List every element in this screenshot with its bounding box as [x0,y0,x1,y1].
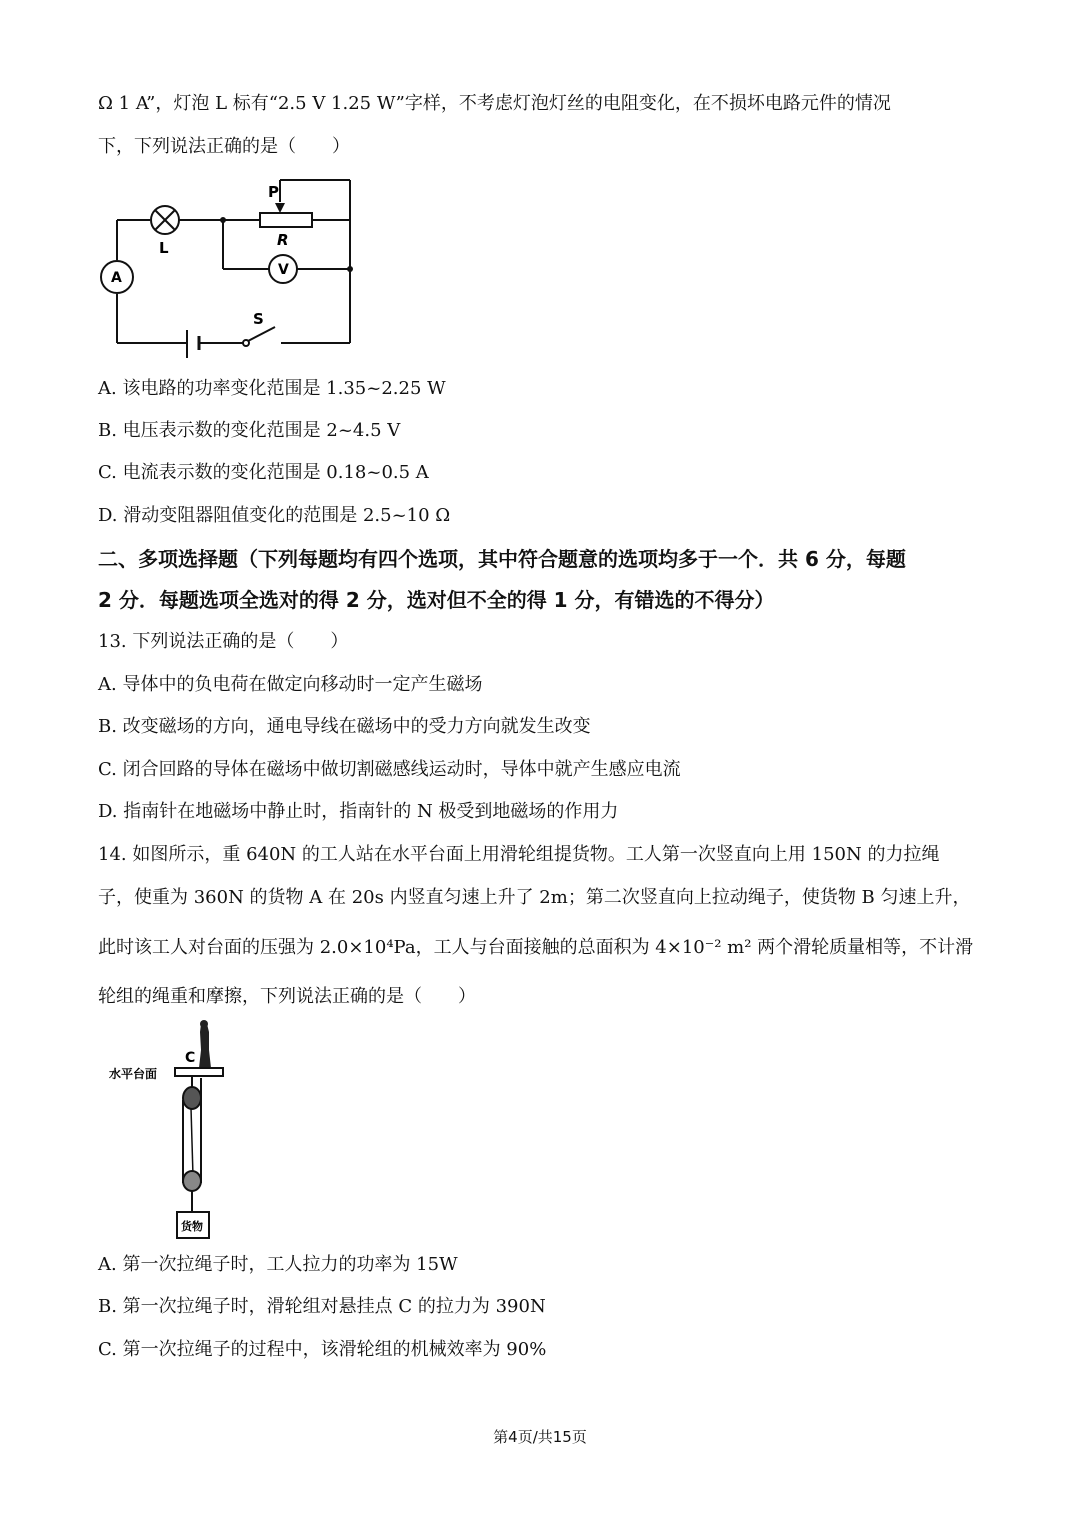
q14-option-b: B. 第一次拉绳子时，滑轮组对悬挂点 C 的拉力为 390N [98,1296,546,1317]
q13-option-a: A. 导体中的负电荷在做定向移动时一定产生磁场 [98,674,483,695]
q14-stem-line4: 轮组的绳重和摩擦，下列说法正确的是（ ） [98,986,476,1007]
q12-option-d: D. 滑动变阻器阻值变化的范围是 2.5~10 Ω [98,505,451,526]
q13-option-b: B. 改变磁场的方向，通电导线在磁场中的受力方向就发生改变 [98,716,591,737]
label-platform: 水平台面 [109,1067,158,1081]
label-v: V [278,262,289,278]
q12-option-b: B. 电压表示数的变化范围是 2~4.5 V [98,420,401,441]
q14-stem-line3: 此时该工人对台面的压强为 2.0×10⁴Pa，工人与台面接触的总面积为 4×10⁻² m² 两个滑轮质量相等，不计滑 [98,937,974,958]
section2-heading-line1: 二、多项选择题（下列每题均有四个选项，其中符合题意的选项均多于一个．共 6 分，每题 [98,547,906,571]
page-number: 第4页/共15页 [493,1428,587,1446]
q13-option-c: C. 闭合回路的导体在磁场中做切割磁感线运动时，导体中就产生感应电流 [98,759,681,780]
q12-stem-line1: Ω 1 A”，灯泡 L 标有“2.5 V 1.25 W”字样，不考虑灯泡灯丝的电阻变化，在不损坏电路元件的情况 [98,93,891,114]
label-c: C [185,1050,196,1066]
q12-stem-line2: 下，下列说法正确的是（ ） [98,136,350,157]
q13-option-d: D. 指南针在地磁场中静止时，指南针的 N 极受到地磁场的作用力 [98,801,619,822]
q12-option-a: A. 该电路的功率变化范围是 1.35~2.25 W [98,378,446,399]
label-cargo: 货物 [181,1220,203,1233]
q14-option-c: C. 第一次拉绳子的过程中，该滑轮组的机械效率为 90% [98,1339,547,1360]
label-s: S [253,310,264,328]
q13-stem: 13. 下列说法正确的是（ ） [98,631,349,652]
pulley-diagram [105,1018,245,1243]
circuit-diagram [95,172,365,367]
q14-option-a: A. 第一次拉绳子时，工人拉力的功率为 15W [98,1254,458,1275]
label-a: A [111,270,122,286]
q14-stem-line1: 14. 如图所示，重 640N 的工人站在水平台面上用滑轮组提货物。工人第一次竖直向上用 150N 的力拉绳 [98,844,940,865]
q14-stem-line2: 子，使重为 360N 的货物 A 在 20s 内竖直匀速上升了 2m；第二次竖直向上拉动绳子，使货物 B 匀速上升， [98,887,971,908]
label-p: P [268,183,279,201]
section2-heading-line2: 2 分．每题选项全选对的得 2 分，选对但不全的得 1 分，有错选的不得分） [98,588,775,612]
q12-option-c: C. 电流表示数的变化范围是 0.18~0.5 A [98,462,429,483]
label-l: L [159,239,169,257]
label-r: R [277,231,289,249]
